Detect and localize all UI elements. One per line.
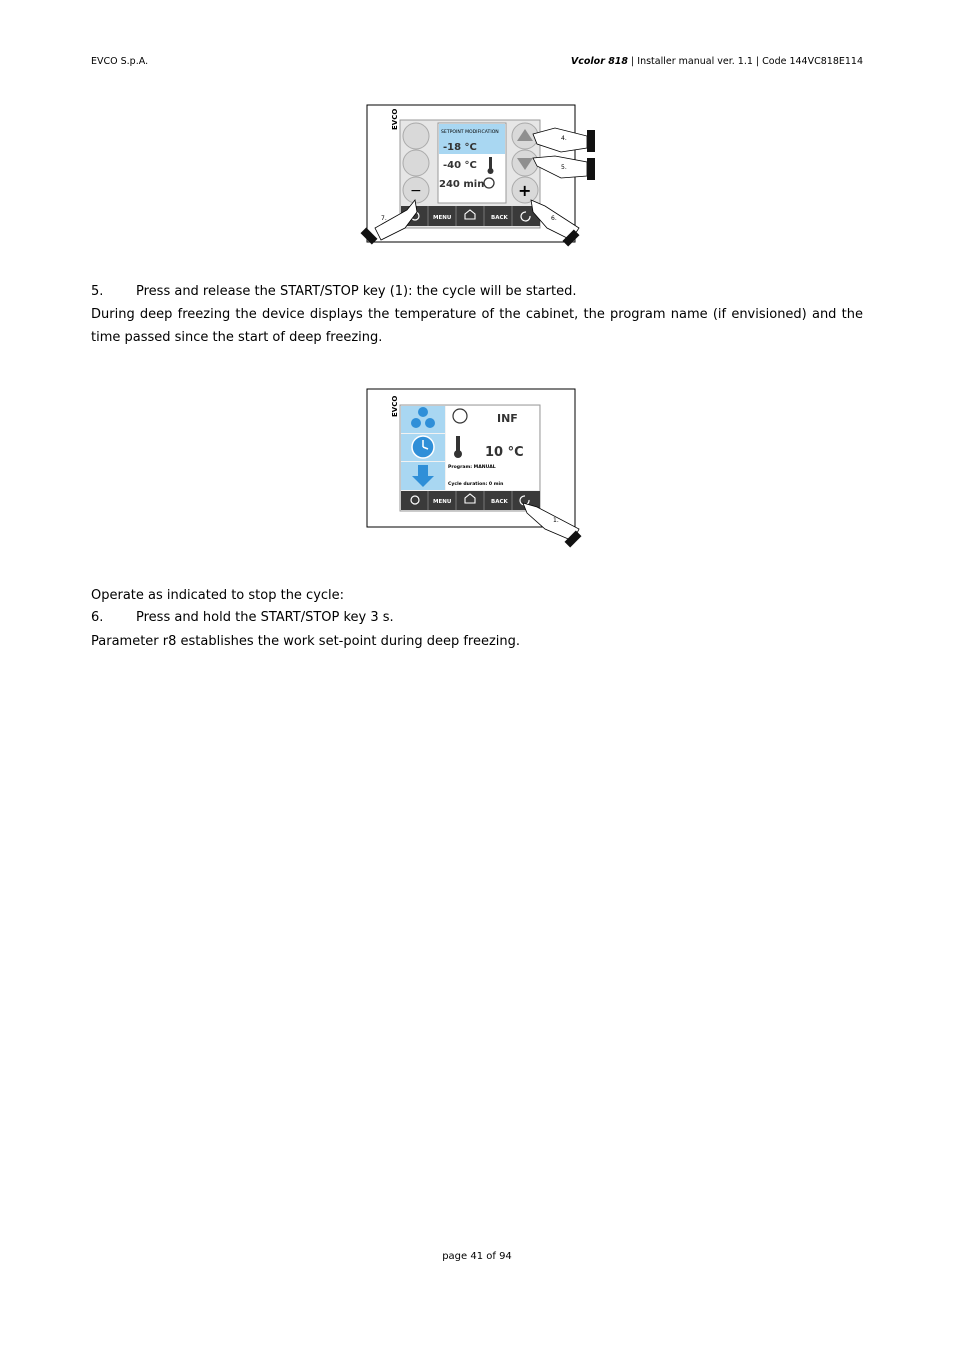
back-key[interactable]: BACK [491,215,508,221]
header-company: EVCO S.p.A. [91,56,149,67]
snowflake-icon [411,418,421,428]
cycle-duration: Cycle duration: 0 min [448,482,504,487]
menu-key[interactable]: MENU [433,215,452,221]
callout-6: 6. [551,215,557,222]
setpoint-line-1: -18 °C [443,142,477,153]
back-key[interactable]: BACK [491,499,508,505]
paragraph-deep-freezing: During deep freezing the device displays the temperature of the cabinet, the program name (if envisioned) and the time passed since the start of deep freezing. [91,307,863,345]
step-5 [91,284,576,299]
left-key-1[interactable] [403,123,429,149]
paragraph-parameter-r8: Parameter r8 establishes the work set-point during deep freezing. [91,634,521,649]
page-number: page 41 of 94 [442,1251,512,1262]
callout-4: 4. [561,135,567,142]
cabinet-temperature: 10 °C [485,445,524,460]
header-product: Vcolor 818 [570,56,629,67]
header-doc-code: | Installer manual ver. 1.1 | Code 144VC818E114 [628,56,863,67]
left-key-2[interactable] [403,150,429,176]
step-6 [91,610,394,625]
figure-deep-freezing-display [355,385,595,550]
brand-logo: EVCO [391,108,399,130]
header-doc-info [571,56,863,67]
figure-setpoint-modification [355,100,595,250]
paragraph-stop-cycle: Operate as indicated to stop the cycle: [91,588,345,603]
callout-7: 7. [381,215,387,222]
callout-5: 5. [561,164,567,171]
callout-1: 1. [553,517,559,524]
step-text: Press and hold the START/STOP key 3 s. [136,610,394,625]
brand-logo: EVCO [391,395,399,417]
step-text: Press and release the START/STOP key (1): the cycle will be started. [136,284,577,299]
program-name: Program: MANUAL [448,465,496,470]
plus-icon: + [518,181,532,200]
setpoint-line-2: -40 °C [443,160,477,171]
thermometer-icon [489,157,492,169]
screen-title: SETPOINT MODIFICATION [441,130,499,135]
thermometer-icon [456,436,460,452]
duration-value: INF [497,412,518,425]
menu-key[interactable]: MENU [433,499,452,505]
bottom-bar [401,206,540,226]
minus-icon: − [410,183,422,199]
snowflake-icon [418,407,428,417]
setpoint-line-3: 240 min [439,179,485,190]
step-number: 6. [91,610,104,625]
snowflake-icon [425,418,435,428]
step-number: 5. [91,284,104,299]
